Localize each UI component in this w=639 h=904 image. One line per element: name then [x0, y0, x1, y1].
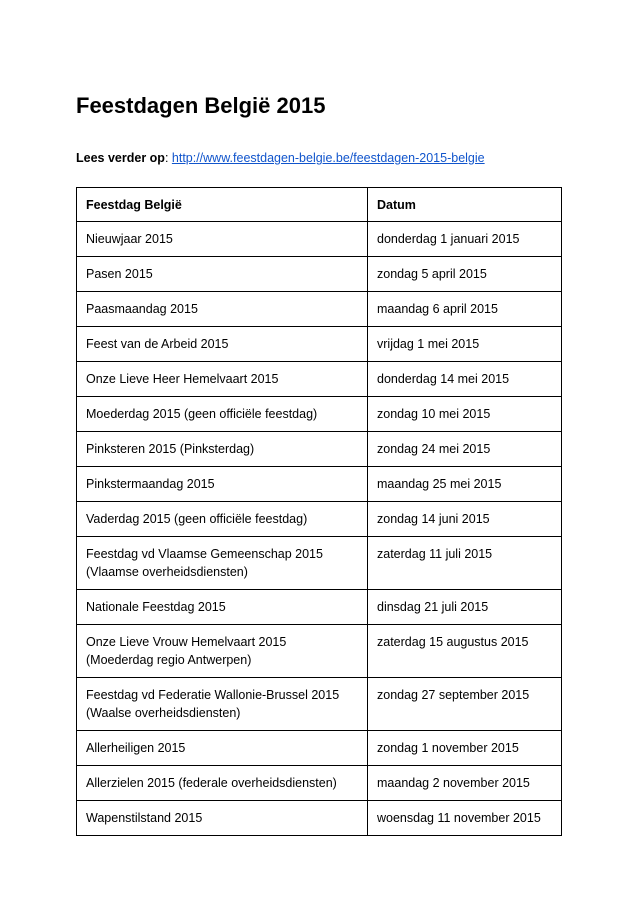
holiday-date-cell: vrijdag 1 mei 2015: [368, 327, 562, 362]
holiday-name-cell: Onze Lieve Heer Hemelvaart 2015: [77, 362, 368, 397]
table-row: [77, 362, 562, 397]
table-row: [77, 467, 562, 502]
holiday-date-cell: donderdag 1 januari 2015: [368, 222, 562, 257]
table-row: [77, 766, 562, 801]
table-row: [77, 678, 562, 731]
table-row: [77, 432, 562, 467]
holiday-name-cell: Pinkstermaandag 2015: [77, 467, 368, 502]
table-row: [77, 590, 562, 625]
holidays-table: [76, 187, 562, 836]
read-more-label: Lees verder op: [76, 151, 165, 165]
holiday-name-cell: Paasmaandag 2015: [77, 292, 368, 327]
holiday-name-cell: Allerzielen 2015 (federale overheidsdiensten): [77, 766, 368, 801]
read-more-link[interactable]: http://www.feestdagen-belgie.be/feestdagen-2015-belgie: [171, 151, 485, 165]
table-header-row: [77, 188, 562, 222]
holiday-name-cell: Pasen 2015: [77, 257, 368, 292]
holiday-name-cell: Onze Lieve Vrouw Hemelvaart 2015 (Moederdag regio Antwerpen): [77, 625, 368, 678]
page-title: Feestdagen België 2015: [76, 93, 326, 118]
holiday-name-cell: Allerheiligen 2015: [77, 731, 368, 766]
holiday-date-cell: zondag 14 juni 2015: [368, 502, 562, 537]
holiday-date-cell: dinsdag 21 juli 2015: [368, 590, 562, 625]
holiday-name-cell: Wapenstilstand 2015: [77, 801, 368, 836]
table-row: [77, 397, 562, 432]
holiday-date-cell: zondag 10 mei 2015: [368, 397, 562, 432]
table-row: [77, 327, 562, 362]
holiday-name-cell: Nieuwjaar 2015: [77, 222, 368, 257]
table-row: [77, 502, 562, 537]
column-header-holiday: Feestdag België: [77, 188, 368, 222]
read-more-line: [76, 149, 485, 167]
holiday-date-cell: maandag 6 april 2015: [368, 292, 562, 327]
holiday-date-cell: donderdag 14 mei 2015: [368, 362, 562, 397]
holiday-name-cell: Pinksteren 2015 (Pinksterdag): [77, 432, 368, 467]
holiday-name-cell: Feestdag vd Federatie Wallonie-Brussel 2015 (Waalse overheidsdiensten): [77, 678, 368, 731]
table-row: [77, 731, 562, 766]
holiday-name-cell: Moederdag 2015 (geen officiële feestdag): [77, 397, 368, 432]
table-row: [77, 257, 562, 292]
holiday-name-cell: Feest van de Arbeid 2015: [77, 327, 368, 362]
holiday-name-cell: Feestdag vd Vlaamse Gemeenschap 2015 (Vlaamse overheidsdiensten): [77, 537, 368, 590]
column-header-date: Datum: [368, 188, 562, 222]
holiday-date-cell: maandag 25 mei 2015: [368, 467, 562, 502]
holiday-date-cell: woensdag 11 november 2015: [368, 801, 562, 836]
holiday-date-cell: maandag 2 november 2015: [368, 766, 562, 801]
holiday-date-cell: zondag 5 april 2015: [368, 257, 562, 292]
holiday-date-cell: zondag 1 november 2015: [368, 731, 562, 766]
read-more-separator: :: [164, 151, 172, 165]
holiday-name-cell: Nationale Feestdag 2015: [77, 590, 368, 625]
table-row: [77, 292, 562, 327]
table-row: [77, 625, 562, 678]
holiday-date-cell: zaterdag 11 juli 2015: [368, 537, 562, 590]
holiday-date-cell: zaterdag 15 augustus 2015: [368, 625, 562, 678]
holiday-date-cell: zondag 24 mei 2015: [368, 432, 562, 467]
table-row: [77, 222, 562, 257]
holiday-name-cell: Vaderdag 2015 (geen officiële feestdag): [77, 502, 368, 537]
table-row: [77, 537, 562, 590]
table-body: [77, 222, 562, 836]
table-row: [77, 801, 562, 836]
holiday-date-cell: zondag 27 september 2015: [368, 678, 562, 731]
